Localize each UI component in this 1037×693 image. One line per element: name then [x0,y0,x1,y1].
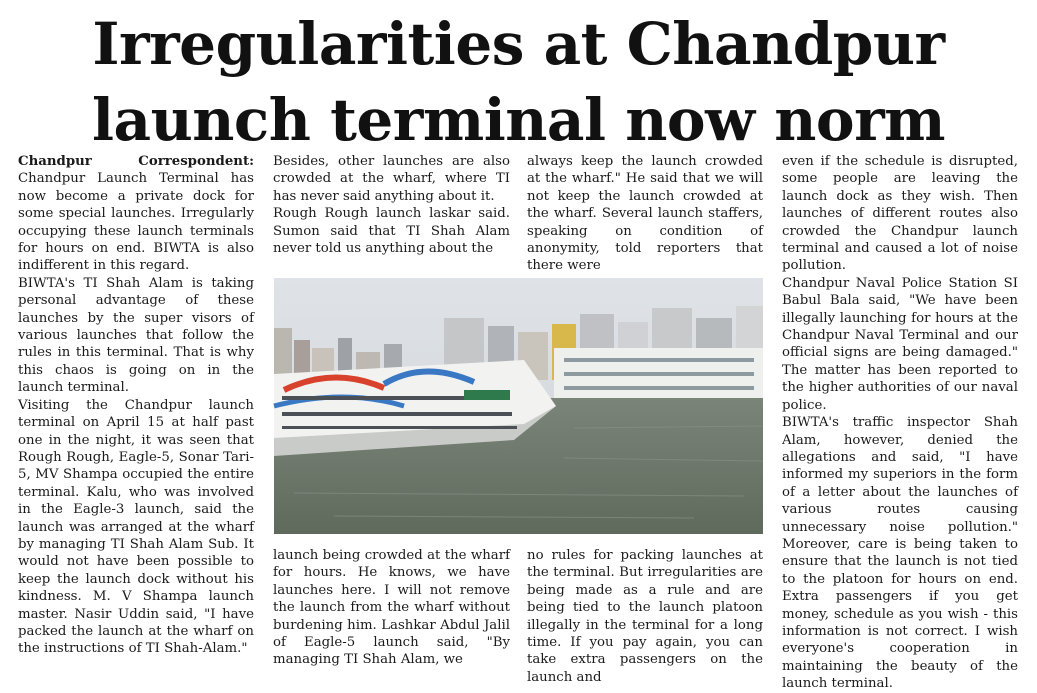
headline [0,6,1037,158]
article-column-3-top [527,153,763,274]
article-column-2-top [273,153,510,257]
article-column-4 [782,153,1018,692]
article-column-1 [18,153,254,673]
paragraph-col4-2: Chandpur Naval Police Station SI Babul Bala said, "We have been illegally launching for hours at the Chandpur Naval Terminal and our official signs are being damaged." The matter has been reported to the higher authorities of our naval police. [782,275,1018,413]
paragraph-col2-top-2: Rough Rough launch laskar said. Sumon said that TI Shah Alam never told us anything about the [273,206,510,257]
article-column-3-bottom [527,547,763,685]
paragraph-3: Visiting the Chandpur launch terminal on April 15 at half past one in the night, it was seen that Rough Rough, Eagle-5, Sonar Tari-5, MV Shampa occupied the entire terminal. Kalu, who was involved in the Eagle-3 launch, said the launch was arranged at the wharf by managing TI Shah Alam Sub. It would not have been possible to keep the launch dock without his kindness. M. V Shampa launch master. Nasir Uddin said, "I have packed the launch at the wharf on the instructions of TI Shah-Alam." [18,397,254,657]
paragraph-2: BIWTA's TI Shah Alam is taking personal advantage of these launches by the super visors of various launches that follow the rules in this terminal. That is why this chaos is going on in the launch terminal. [18,275,254,396]
paragraph-col4-1: even if the schedule is disrupted, some people are leaving the launch dock as they wish. Then launches of different routes also crowded the Chandpur launch terminal and caused a lot of noise pollution. [782,154,1018,274]
headline-line-2: launch terminal now norm [91,86,945,154]
article-column-2-bottom [273,547,510,673]
ferry-terminal-illustration [274,278,763,534]
news-photo-ferry [274,278,763,534]
paragraph-col2-top-1: Besides, other launches are also crowded at the wharf, where TI has never said anything about it. [273,154,510,204]
paragraph-col3-bottom: no rules for packing launches at the terminal. But irregularities are being made as a rule and are being tied to the launch platoon illegally in the terminal for a long time. If you pay again, you can take extra passengers on the launch and [527,548,763,685]
headline-line-1: Irregularities at Chandpur [92,10,945,78]
paragraph-col3-top: always keep the launch crowded at the wharf." He said that we will not keep the launch crowded at the wharf. Several launch staffers, speaking on condition of anonymity, told reporters that there were [527,154,763,274]
paragraph-col2-bottom: launch being crowded at the wharf for hours. He knows, we have launches here. I will not remove the launch from the wharf without burdening him. Lashkar Abdul Jalil of Eagle-5 launch said, "By managing TI Shah Alam, we [273,548,510,668]
byline: Chandpur Correspondent: [18,154,254,169]
paragraph-1: Chandpur Launch Terminal has now become a private dock for some special launches. Irregularly occupying these launch terminals for hours on end. BIWTA is also indifferent in this regard. [18,171,254,274]
paragraph-col4-3: BIWTA's traffic inspector Shah Alam, however, denied the allegations and said, "I have informed my superiors in the form of a letter about the launches of various routes causing unnecessary noise pollution." Moreover, care is being taken to ensure that the launch is not tied to the platoon for hours on end. Extra passengers if you get money, schedule as you wish - this information is not correct. I wish everyone's cooperation in maintaining the beauty of the launch terminal. [782,415,1018,692]
